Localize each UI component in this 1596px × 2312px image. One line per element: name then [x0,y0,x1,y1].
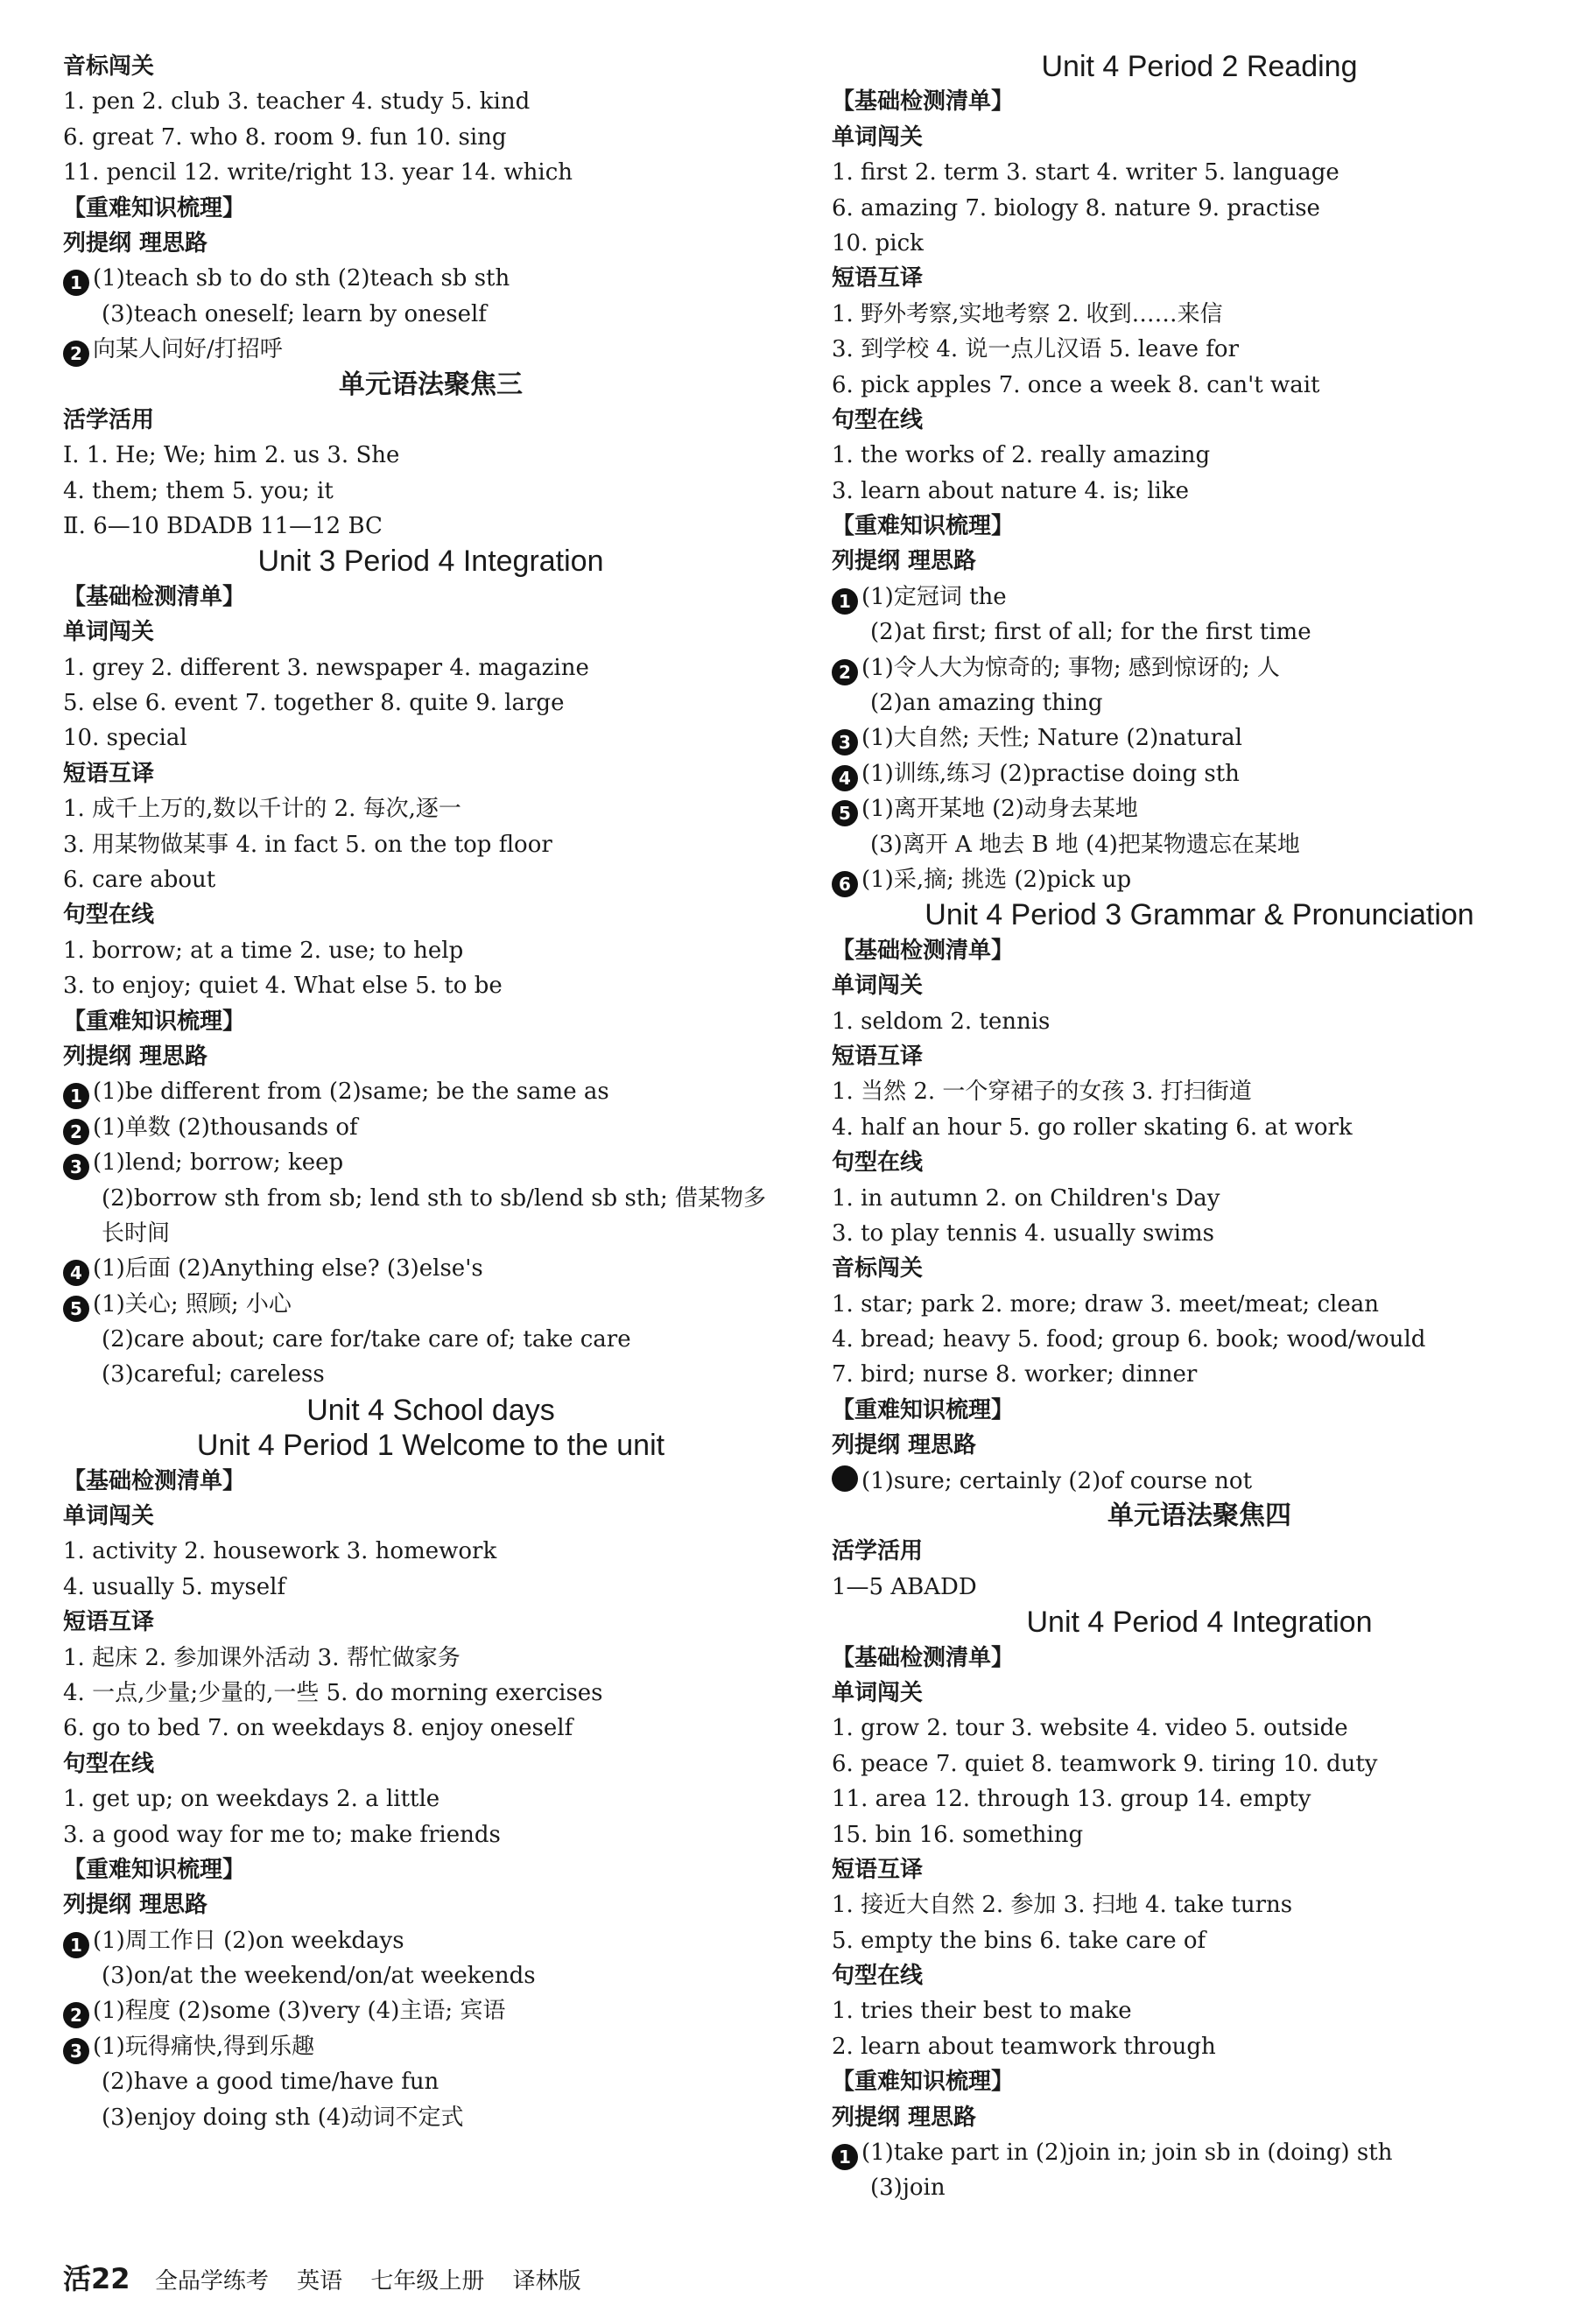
line-text: 11. pencil 12. write/right 13. year 14. which [63,159,573,186]
answer-line [63,1145,798,1180]
bracket-heading [832,84,1567,119]
line-text: 句型在线 [63,902,155,929]
unit-heading [63,1393,798,1428]
section-heading [63,897,798,932]
line-text: 列提纲 理思路 [832,2104,977,2131]
grammar-heading [63,368,798,403]
section-heading [832,968,1567,1003]
answer-line [832,332,1567,367]
line-text: 1. first 2. term 3. start 4. writer 5. language [832,159,1339,186]
line-text: (3)careful; careless [102,1361,325,1388]
line-text: 1. seldom 2. tennis [832,1008,1051,1035]
answer-line [63,332,798,367]
answer-line [832,226,1567,261]
answer-line [832,1781,1567,1817]
line-text: (1)训练,练习 (2)practise doing sth [861,760,1240,787]
bracket-heading [832,2064,1567,2099]
number-badge-icon: 1 [832,2144,858,2170]
section-heading [832,1428,1567,1463]
answer-line [832,2170,1567,2205]
line-text: 1. in autumn 2. on Children's Day [832,1184,1220,1212]
edition: 译林版 [512,2268,581,2294]
section-heading [832,1958,1567,1993]
line-text: 【基础检测清单】 [832,937,1015,964]
bracket-heading [832,509,1567,544]
section-heading [63,1746,798,1781]
section-heading [832,1676,1567,1711]
answer-line [63,1923,798,1958]
line-text: (3)teach oneself; learn by oneself [102,300,487,327]
answer-line [63,1817,798,1852]
number-badge-icon: 3 [63,2038,89,2064]
answer-line [832,1711,1567,1746]
line-text: (3)enjoy doing sth (4)动词不定式 [102,2104,464,2131]
line-text: 1. 野外考察,实地考察 2. 收到……来信 [832,300,1223,327]
section-heading [63,226,798,261]
answer-line [832,1746,1567,1781]
line-text: 6. amazing 7. biology 8. nature 9. practise [832,194,1320,221]
section-heading [832,1145,1567,1180]
answer-line [832,155,1567,190]
line-text: 3. 到学校 4. 说一点儿汉语 5. leave for [832,336,1239,363]
line-text: Ⅱ. 6—10 BDADB 11—12 BC [63,513,383,540]
answer-line [832,1464,1567,1499]
number-badge-icon: 1 [832,588,858,615]
line-text: 1—5 ABADD [832,1573,977,1600]
line-text: 短语互译 [63,1609,155,1636]
number-badge-icon: 2 [63,341,89,367]
line-text: 短语互译 [832,1043,924,1070]
line-text: (1)后面 (2)Anything else? (3)else's [93,1255,483,1282]
answer-line [63,2100,798,2135]
line-text: 3. a good way for me to; make friends [63,1821,501,1848]
line-text: 1. tries their best to make [832,1998,1132,2025]
line-text: 单词闯关 [832,123,924,151]
section-heading [832,1852,1567,1887]
answer-line [63,509,798,544]
line-text: 【重难知识梳理】 [63,1008,246,1035]
answer-line [832,368,1567,403]
bracket-heading [832,1393,1567,1428]
answer-line [832,1357,1567,1392]
line-text: 单词闯关 [63,1503,155,1530]
book-title: 全品学练考 [154,2268,269,2294]
answer-line [832,720,1567,755]
answer-line [63,1641,798,1676]
answer-line [63,84,798,119]
answer-line [832,1110,1567,1145]
line-text: 10. special [63,725,187,752]
line-text: (1)单数 (2)thousands of [93,1114,358,1141]
answer-line [832,1570,1567,1605]
answer-line [832,1216,1567,1251]
number-badge-icon: 3 [63,1154,89,1180]
answer-line [63,720,798,755]
right-column [832,49,1567,2206]
line-text: (1)sure; certainly (2)of course not [861,1467,1253,1494]
answer-line [63,1110,798,1145]
line-text: 句型在线 [832,406,924,433]
answer-line [63,1676,798,1711]
line-text: 【基础检测清单】 [63,583,246,610]
line-text: 6. care about [63,866,216,893]
answer-line [63,650,798,685]
answer-line [63,438,798,473]
line-text: 向某人问好/打招呼 [93,336,283,363]
answer-line [832,2029,1567,2064]
section-heading [63,756,798,791]
line-text: 单元语法聚焦三 [339,369,523,400]
section-heading [63,403,798,438]
line-text: Unit 3 Period 4 Integration [257,545,604,579]
line-text: 1. grow 2. tour 3. website 4. video 5. outside [832,1715,1348,1742]
line-text: 1. star; park 2. more; draw 3. meet/meat; clean [832,1290,1379,1318]
number-badge-icon: 1 [63,270,89,296]
answer-line [832,1887,1567,1922]
line-text: 【重难知识梳理】 [832,513,1015,540]
answer-line [63,862,798,897]
line-text: 1. borrow; at a time 2. use; to help [63,937,464,964]
answer-line [63,2029,798,2064]
bracket-heading [63,1004,798,1039]
line-text: 短语互译 [63,760,155,787]
answer-line [832,650,1567,685]
page-number: 活22 [63,2262,130,2295]
line-text: (1)离开某地 (2)动身去某地 [861,796,1138,823]
line-text: 单词闯关 [63,619,155,646]
line-text: 句型在线 [832,1963,924,1990]
answer-line [63,1251,798,1286]
line-text: (2)at first; first of all; for the first time [870,619,1311,646]
line-text: 1. grey 2. different 3. newspaper 4. magazine [63,654,589,681]
left-column [63,49,798,2135]
bracket-heading [63,1464,798,1499]
answer-line [832,438,1567,473]
line-text: 【基础检测清单】 [63,1467,246,1494]
line-text: 列提纲 理思路 [832,548,977,575]
answer-line [63,261,798,296]
section-heading [832,261,1567,296]
answer-line [63,933,798,968]
line-text: 4. half an hour 5. go roller skating 6. at work [832,1114,1353,1141]
line-text: 3. to play tennis 4. usually swims [832,1219,1214,1247]
section-heading [63,1605,798,1640]
answer-line [832,2135,1567,2170]
section-heading [832,1534,1567,1569]
answer-line [832,474,1567,509]
line-text: 列提纲 理思路 [832,1432,977,1459]
line-text: (1)令人大为惊奇的; 事物; 感到惊讶的; 人 [861,654,1280,681]
answer-line [63,1181,798,1216]
answer-line [832,1004,1567,1039]
number-badge-icon: 4 [832,765,858,791]
line-text: 单词闯关 [832,973,924,1000]
line-text: (1)周工作日 (2)on weekdays [93,1927,404,1954]
section-heading [832,1039,1567,1074]
line-text: 活学活用 [63,406,155,433]
line-text: (2)an amazing thing [870,690,1103,717]
answer-line [63,685,798,720]
line-text: 短语互译 [832,265,924,292]
line-text: 10. pick [832,229,924,256]
number-badge-icon: 2 [63,2002,89,2028]
line-text: Unit 4 Period 2 Reading [1041,50,1358,83]
line-text: (3)on/at the weekend/on/at weekends [102,1963,536,1990]
answer-line [63,297,798,332]
grade: 七年级上册 [370,2268,485,2294]
line-text: 6. pick apples 7. once a week 8. can't wait [832,371,1320,398]
bracket-heading [63,580,798,615]
section-heading [832,120,1567,155]
line-text: 3. to enjoy; quiet 4. What else 5. to be [63,973,503,1000]
section-heading [832,403,1567,438]
line-text: 【基础检测清单】 [832,1644,1015,1671]
number-badge-icon: 2 [63,1119,89,1145]
line-text: Unit 4 Period 3 Grammar & Pronunciation [925,898,1474,932]
line-text: 3. learn about nature 4. is; like [832,477,1190,504]
number-badge-icon: 2 [832,659,858,685]
line-text: 【重难知识梳理】 [832,1396,1015,1423]
answer-line [832,1074,1567,1109]
answer-line [832,862,1567,897]
answer-line [63,1322,798,1357]
answer-line [832,756,1567,791]
bracket-heading [832,933,1567,968]
line-text: (1)take part in (2)join in; join sb in (doing) sth [861,2140,1393,2167]
unit-heading [63,1428,798,1463]
line-text: 1. get up; on weekdays 2. a little [63,1786,440,1813]
answer-line [832,827,1567,862]
line-text: (3)join [870,2175,946,2202]
answer-line [63,1711,798,1746]
answer-line [63,968,798,1003]
line-text: 5. empty the bins 6. take care of [832,1927,1206,1954]
line-text: 【重难知识梳理】 [63,194,246,221]
answer-line [63,1534,798,1569]
line-text: 长时间 [102,1219,171,1247]
line-text: (1)采,摘; 挑选 (2)pick up [861,866,1132,893]
line-text: 句型在线 [63,1750,155,1777]
answer-line [832,297,1567,332]
line-text: (1)大自然; 天性; Nature (2)natural [861,725,1242,752]
line-text: 3. 用某物做某事 4. in fact 5. on the top floor [63,831,552,858]
line-text: (1)玩得痛快,得到乐趣 [93,2033,315,2060]
answer-line [832,1181,1567,1216]
line-text: (3)离开 A 地去 B 地 (4)把某物遗忘在某地 [870,831,1300,858]
line-text: (2)care about; care for/take care of; take care [102,1326,631,1353]
line-text: 【基础检测清单】 [832,88,1015,116]
answer-line [63,474,798,509]
line-text: 句型在线 [832,1149,924,1177]
line-text: (2)borrow sth from sb; lend sth to sb/lend sb sth; 借某物多 [102,1184,767,1212]
bracket-heading [63,191,798,226]
line-text: 6. peace 7. quiet 8. teamwork 9. tiring 10. duty [832,1750,1378,1777]
answer-line [832,1287,1567,1322]
answer-line [832,191,1567,226]
line-text: 1. 当然 2. 一个穿裙子的女孩 3. 打扫街道 [832,1079,1252,1106]
answer-line [832,1322,1567,1357]
line-text: 15. bin 16. something [832,1821,1084,1848]
line-text: Unit 4 School days [306,1393,555,1427]
line-text: 列提纲 理思路 [63,1043,208,1070]
answer-line [63,1287,798,1322]
line-text: 2. learn about teamwork through [832,2033,1216,2060]
number-badge-icon [832,1465,858,1492]
line-text: 1. the works of 2. really amazing [832,442,1211,469]
unit-heading [832,897,1567,932]
bracket-heading [63,1852,798,1887]
answer-line [832,685,1567,720]
number-badge-icon: 3 [832,729,858,755]
section-heading [63,1887,798,1922]
answer-line [63,1958,798,1993]
line-text: 4. bread; heavy 5. food; group 6. book; wood/would [832,1326,1426,1353]
line-text: Unit 4 Period 1 Welcome to the unit [196,1429,665,1463]
line-text: 活学活用 [832,1538,924,1565]
line-text: 【重难知识梳理】 [63,1856,246,1883]
section-heading [832,2100,1567,2135]
subject: 英语 [297,2268,343,2294]
answer-line [832,615,1567,650]
line-text: (1)be different from (2)same; be the same as [93,1079,609,1106]
line-text: 【重难知识梳理】 [832,2069,1015,2096]
number-badge-icon: 5 [63,1296,89,1322]
answer-line [832,1817,1567,1852]
line-text: 7. bird; nurse 8. worker; dinner [832,1361,1198,1388]
line-text: Ⅰ. 1. He; We; him 2. us 3. She [63,442,400,469]
answer-line [63,1216,798,1251]
line-text: 4. 一点,少量;少量的,一些 5. do morning exercises [63,1679,603,1706]
line-text: (1)teach sb to do sth (2)teach sb sth [93,265,510,292]
line-text: (1)定冠词 the [861,583,1007,610]
line-text: (1)程度 (2)some (3)very (4)主语; 宾语 [93,1998,506,2025]
number-badge-icon: 6 [832,871,858,897]
line-text: 列提纲 理思路 [63,1892,208,1919]
line-text: 5. else 6. event 7. together 8. quite 9. large [63,690,565,717]
section-heading [63,49,798,84]
answer-line [63,2064,798,2099]
unit-heading [832,1605,1567,1640]
answer-line [63,827,798,862]
answer-line [63,791,798,826]
answer-line [63,1781,798,1817]
answer-line [63,155,798,190]
bracket-heading [832,1641,1567,1676]
line-text: 1. 成千上万的,数以千计的 2. 每次,逐一 [63,796,461,823]
answer-line [832,1993,1567,2028]
line-text: 1. 起床 2. 参加课外活动 3. 帮忙做家务 [63,1644,461,1671]
line-text: 音标闯关 [832,1255,924,1282]
grammar-heading [832,1499,1567,1534]
answer-line [63,1570,798,1605]
line-text: Unit 4 Period 4 Integration [1026,1606,1373,1640]
line-text: 1. pen 2. club 3. teacher 4. study 5. kind [63,88,531,116]
answer-line [63,1993,798,2028]
line-text: 1. 接近大自然 2. 参加 3. 扫地 4. take turns [832,1892,1293,1919]
answer-line [832,580,1567,615]
answer-line [63,1357,798,1392]
answer-line [63,120,798,155]
line-text: (2)have a good time/have fun [102,2069,439,2096]
number-badge-icon: 1 [63,1083,89,1109]
answer-line [832,1923,1567,1958]
number-badge-icon: 4 [63,1260,89,1286]
number-badge-icon: 5 [832,800,858,826]
page-footer [63,2261,939,2296]
line-text: 单元语法聚焦四 [1107,1500,1291,1532]
line-text: (1)lend; borrow; keep [93,1149,344,1177]
section-heading [63,1499,798,1534]
section-heading [832,544,1567,579]
unit-heading [63,544,798,579]
line-text: (1)关心; 照顾; 小心 [93,1290,292,1318]
unit-heading [832,49,1567,84]
line-text: 单词闯关 [832,1679,924,1706]
answer-line [832,791,1567,826]
line-text: 4. usually 5. myself [63,1573,286,1600]
line-text: 短语互译 [832,1856,924,1883]
line-text: 列提纲 理思路 [63,229,208,256]
section-heading [63,1039,798,1074]
line-text: 6. great 7. who 8. room 9. fun 10. sing [63,123,507,151]
line-text: 音标闯关 [63,53,155,80]
line-text: 11. area 12. through 13. group 14. empty [832,1786,1311,1813]
section-heading [63,615,798,650]
line-text: 1. activity 2. housework 3. homework [63,1538,497,1565]
line-text: 4. them; them 5. you; it [63,477,334,504]
answer-line [63,1074,798,1109]
section-heading [832,1251,1567,1286]
line-text: 6. go to bed 7. on weekdays 8. enjoy oneself [63,1715,573,1742]
number-badge-icon: 1 [63,1932,89,1958]
